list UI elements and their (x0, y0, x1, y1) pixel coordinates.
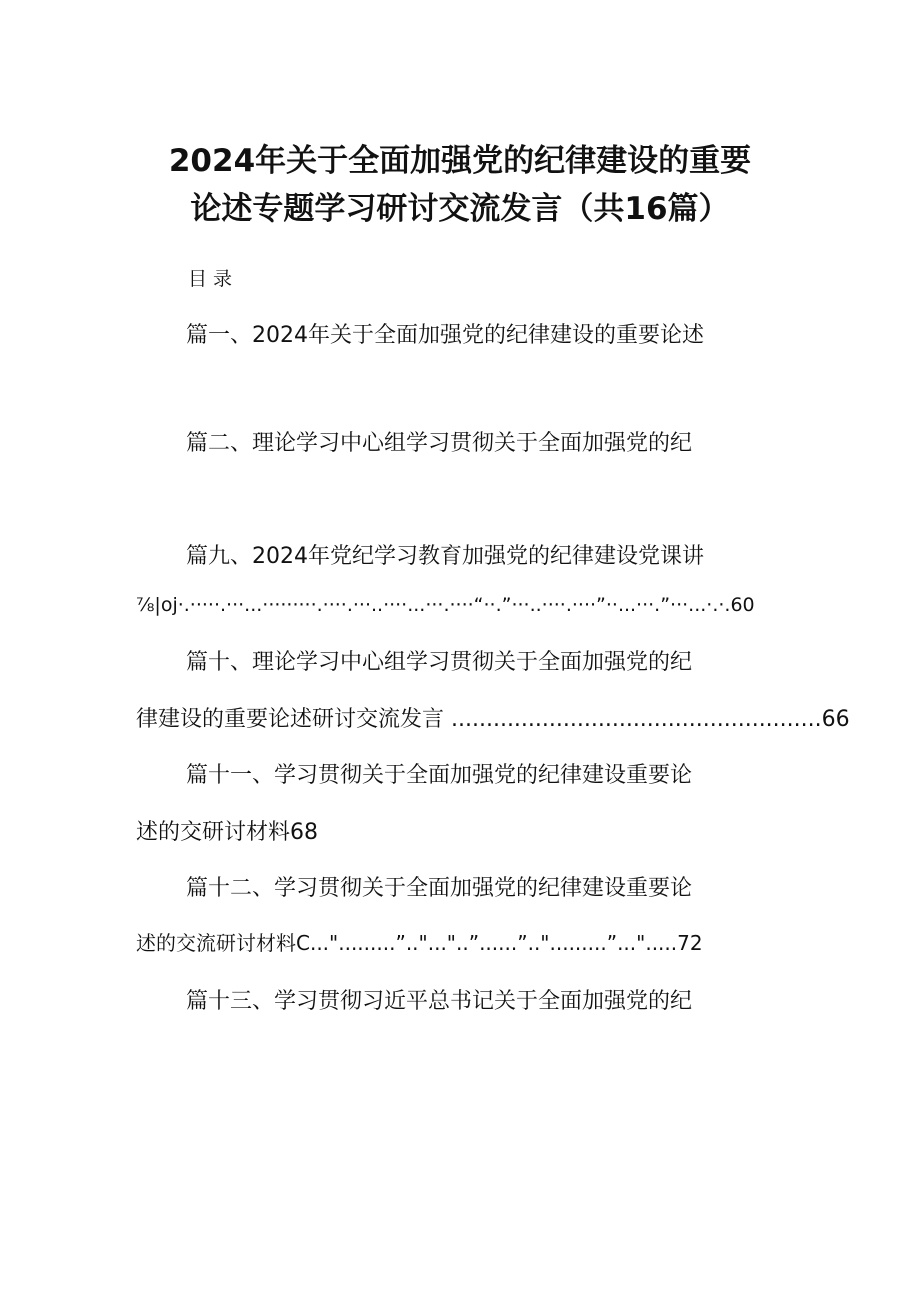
document-title-line-2: 论述专题学习研讨交流发言（共16篇） (190, 191, 730, 227)
toc-entry-11-continued[interactable]: 述的交研讨材料68 (136, 820, 318, 845)
toc-entry-1[interactable]: 篇一、2024年关于全面加强党的纪律建设的重要论述 (186, 323, 704, 348)
toc-entry-9-leader[interactable]: ⅞|oj·.·····.···...·········.····.···..····...···.····“··.”···..····.····”··...···.”···...·.·.60 (136, 594, 755, 616)
toc-entry-12[interactable]: 篇十二、学习贯彻关于全面加强党的纪律建设重要论 (186, 876, 693, 901)
toc-entry-12-continued[interactable]: 述的交流研讨材料C...".........”.."..."..”......”..".........”...".....72 (136, 931, 703, 955)
toc-entry-2[interactable]: 篇二、理论学习中心组学习贯彻关于全面加强党的纪 (186, 431, 693, 456)
toc-entry-9[interactable]: 篇九、2024年党纪学习教育加强党的纪律建设党课讲 (186, 544, 704, 569)
document-title-line-1: 2024年关于全面加强党的纪律建设的重要 (168, 143, 752, 179)
toc-entry-10-continued[interactable]: 律建设的重要论述研讨交流发言 .....................................................66 (136, 707, 850, 732)
toc-entry-10[interactable]: 篇十、理论学习中心组学习贯彻关于全面加强党的纪 (186, 650, 693, 675)
toc-heading: 目录 (188, 268, 239, 290)
toc-entry-11[interactable]: 篇十一、学习贯彻关于全面加强党的纪律建设重要论 (186, 763, 693, 788)
toc-entry-13[interactable]: 篇十三、学习贯彻习近平总书记关于全面加强党的纪 (186, 989, 693, 1014)
